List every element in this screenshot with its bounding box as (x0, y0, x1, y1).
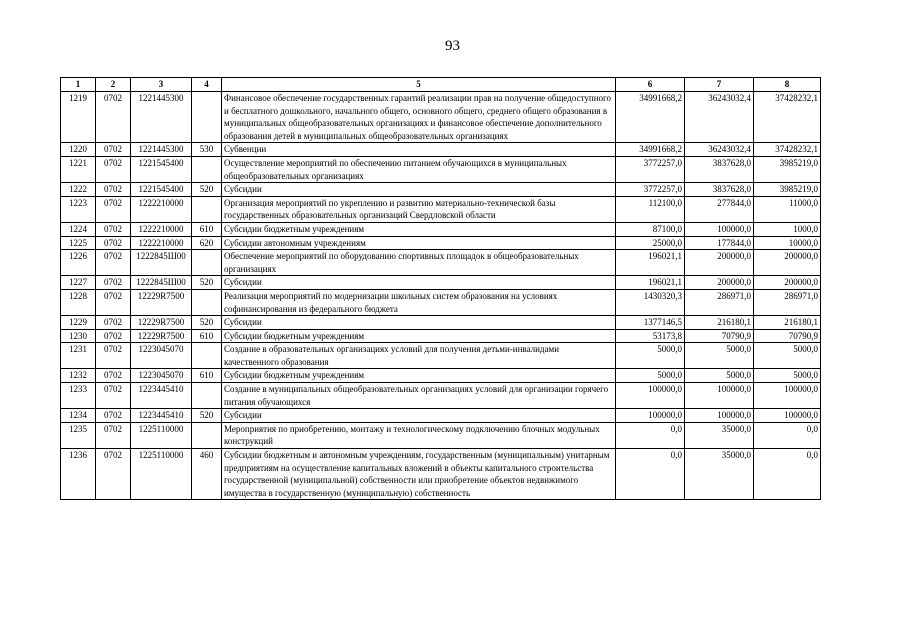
expense-type-cell: 520 (192, 316, 222, 330)
row-number-cell: 1223 (61, 196, 96, 222)
amount-col7-cell: 5000,0 (685, 369, 754, 383)
amount-col8-cell: 0,0 (754, 449, 821, 500)
table-row (61, 222, 821, 236)
description-cell: Субсидии (222, 276, 616, 290)
description-cell: Субсидии (222, 183, 616, 197)
expense-type-cell (192, 422, 222, 448)
table-row (61, 92, 821, 143)
amount-col8-cell: 5000,0 (754, 343, 821, 369)
target-article-cell: 1222210000 (131, 196, 192, 222)
amount-col7-cell: 216180,1 (685, 316, 754, 330)
amount-col7-cell: 70790,9 (685, 329, 754, 343)
row-number-cell: 1233 (61, 383, 96, 409)
amount-col8-cell: 286971,0 (754, 289, 821, 315)
table-row (61, 343, 821, 369)
section-code-cell: 0702 (96, 196, 131, 222)
amount-col6-cell: 100000,0 (616, 409, 685, 423)
amount-col7-cell: 35000,0 (685, 449, 754, 500)
target-article-cell: 1222845Ш00 (131, 276, 192, 290)
target-article-cell: 1222210000 (131, 236, 192, 250)
description-cell: Субсидии бюджетным учреждениям (222, 329, 616, 343)
section-code-cell: 0702 (96, 143, 131, 157)
section-code-cell: 0702 (96, 369, 131, 383)
description-cell: Обеспечение мероприятий по оборудованию спортивных площадок в общеобразовательных организациях (222, 250, 616, 276)
table-row (61, 449, 821, 500)
row-number-cell: 1229 (61, 316, 96, 330)
section-code-cell: 0702 (96, 156, 131, 182)
expense-type-cell (192, 289, 222, 315)
expense-type-cell: 520 (192, 183, 222, 197)
row-number-cell: 1227 (61, 276, 96, 290)
amount-col6-cell: 5000,0 (616, 369, 685, 383)
amount-col7-cell: 100000,0 (685, 383, 754, 409)
column-header: 4 (192, 78, 222, 92)
column-header: 6 (616, 78, 685, 92)
amount-col8-cell: 200000,0 (754, 250, 821, 276)
column-header: 3 (131, 78, 192, 92)
target-article-cell: 1225110000 (131, 449, 192, 500)
amount-col6-cell: 196021,1 (616, 276, 685, 290)
table-row (61, 289, 821, 315)
description-cell: Субсидии бюджетным и автономным учреждениям, государственным (муниципальным) унитарным предприятиям на осуществление капитальных вложений в объекты капитального строительства государственной (муниципальной) собственности или приобретение объектов недвижимого имущества в государственную (муниципальную) собственность (222, 449, 616, 500)
row-number-cell: 1231 (61, 343, 96, 369)
expense-type-cell (192, 343, 222, 369)
description-cell: Субсидии (222, 316, 616, 330)
target-article-cell: 1221545400 (131, 156, 192, 182)
expense-type-cell: 530 (192, 143, 222, 157)
amount-col8-cell: 5000,0 (754, 369, 821, 383)
amount-col8-cell: 3985219,0 (754, 183, 821, 197)
amount-col7-cell: 100000,0 (685, 409, 754, 423)
target-article-cell: 1225110000 (131, 422, 192, 448)
description-cell: Реализация мероприятий по модернизации школьных систем образования на условиях софинансирования из федерального бюджета (222, 289, 616, 315)
description-cell: Субсидии (222, 409, 616, 423)
column-header: 8 (754, 78, 821, 92)
expense-type-cell: 610 (192, 369, 222, 383)
target-article-cell: 1223045070 (131, 343, 192, 369)
amount-col6-cell: 34991668,2 (616, 143, 685, 157)
table-row (61, 409, 821, 423)
table-row (61, 143, 821, 157)
amount-col7-cell: 36243032,4 (685, 143, 754, 157)
amount-col6-cell: 53173,8 (616, 329, 685, 343)
column-header: 5 (222, 78, 616, 92)
target-article-cell: 1223445410 (131, 409, 192, 423)
expense-type-cell: 520 (192, 409, 222, 423)
row-number-cell: 1235 (61, 422, 96, 448)
amount-col8-cell: 100000,0 (754, 383, 821, 409)
description-cell: Субсидии бюджетным учреждениям (222, 369, 616, 383)
table-row (61, 316, 821, 330)
description-cell: Мероприятия по приобретению, монтажу и технологическому подключению блочных модульных конструкций (222, 422, 616, 448)
amount-col7-cell: 36243032,4 (685, 92, 754, 143)
table-row (61, 236, 821, 250)
amount-col6-cell: 0,0 (616, 449, 685, 500)
amount-col8-cell: 0,0 (754, 422, 821, 448)
amount-col7-cell: 177844,0 (685, 236, 754, 250)
amount-col7-cell: 35000,0 (685, 422, 754, 448)
table-header-row (61, 78, 821, 92)
table-row (61, 369, 821, 383)
amount-col7-cell: 200000,0 (685, 250, 754, 276)
section-code-cell: 0702 (96, 250, 131, 276)
amount-col7-cell: 3837628,0 (685, 183, 754, 197)
amount-col8-cell: 10000,0 (754, 236, 821, 250)
table-row (61, 250, 821, 276)
amount-col8-cell: 37428232,1 (754, 143, 821, 157)
row-number-cell: 1236 (61, 449, 96, 500)
budget-table (60, 77, 821, 500)
column-header: 1 (61, 78, 96, 92)
description-cell: Финансовое обеспечение государственных гарантий реализации прав на получение общедоступного и бесплатного дошкольного, начального общего, основного общего, среднего общего образования в муниципальных общеобразовательных организациях и финансовое обеспечение дополнительного образования детей в муниципальных общеобразовательных организациях (222, 92, 616, 143)
expense-type-cell: 460 (192, 449, 222, 500)
target-article-cell: 1221545400 (131, 183, 192, 197)
row-number-cell: 1226 (61, 250, 96, 276)
expense-type-cell (192, 250, 222, 276)
row-number-cell: 1220 (61, 143, 96, 157)
amount-col6-cell: 1430320,3 (616, 289, 685, 315)
table-row (61, 276, 821, 290)
section-code-cell: 0702 (96, 236, 131, 250)
amount-col7-cell: 200000,0 (685, 276, 754, 290)
target-article-cell: 1223045070 (131, 369, 192, 383)
amount-col8-cell: 216180,1 (754, 316, 821, 330)
section-code-cell: 0702 (96, 409, 131, 423)
expense-type-cell (192, 156, 222, 182)
section-code-cell: 0702 (96, 449, 131, 500)
section-code-cell: 0702 (96, 183, 131, 197)
amount-col8-cell: 37428232,1 (754, 92, 821, 143)
column-header: 2 (96, 78, 131, 92)
expense-type-cell: 610 (192, 222, 222, 236)
amount-col6-cell: 5000,0 (616, 343, 685, 369)
table-row (61, 329, 821, 343)
amount-col7-cell: 100000,0 (685, 222, 754, 236)
amount-col8-cell: 200000,0 (754, 276, 821, 290)
row-number-cell: 1221 (61, 156, 96, 182)
row-number-cell: 1232 (61, 369, 96, 383)
amount-col7-cell: 277844,0 (685, 196, 754, 222)
section-code-cell: 0702 (96, 289, 131, 315)
page-number: 93 (445, 38, 460, 54)
section-code-cell: 0702 (96, 92, 131, 143)
section-code-cell: 0702 (96, 222, 131, 236)
target-article-cell: 12229R7500 (131, 329, 192, 343)
description-cell: Создание в образовательных организациях условий для получения детьми-инвалидами качественного образования (222, 343, 616, 369)
row-number-cell: 1224 (61, 222, 96, 236)
amount-col6-cell: 0,0 (616, 422, 685, 448)
row-number-cell: 1228 (61, 289, 96, 315)
amount-col6-cell: 3772257,0 (616, 156, 685, 182)
description-cell: Создание в муниципальных общеобразовательных организациях условий для организации горячего питания обучающихся (222, 383, 616, 409)
target-article-cell: 1222845Ш00 (131, 250, 192, 276)
amount-col6-cell: 25000,0 (616, 236, 685, 250)
column-header: 7 (685, 78, 754, 92)
description-cell: Осуществление мероприятий по обеспечению питанием обучающихся в муниципальных общеобразовательных организациях (222, 156, 616, 182)
section-code-cell: 0702 (96, 316, 131, 330)
row-number-cell: 1225 (61, 236, 96, 250)
table-row (61, 422, 821, 448)
table-row (61, 183, 821, 197)
amount-col7-cell: 286971,0 (685, 289, 754, 315)
target-article-cell: 12229R7500 (131, 289, 192, 315)
row-number-cell: 1234 (61, 409, 96, 423)
amount-col6-cell: 112100,0 (616, 196, 685, 222)
section-code-cell: 0702 (96, 422, 131, 448)
section-code-cell: 0702 (96, 383, 131, 409)
description-cell: Субсидии автономным учреждениям (222, 236, 616, 250)
amount-col6-cell: 87100,0 (616, 222, 685, 236)
target-article-cell: 1221445300 (131, 143, 192, 157)
expense-type-cell: 620 (192, 236, 222, 250)
expense-type-cell (192, 196, 222, 222)
amount-col7-cell: 5000,0 (685, 343, 754, 369)
section-code-cell: 0702 (96, 343, 131, 369)
row-number-cell: 1219 (61, 92, 96, 143)
expense-type-cell: 610 (192, 329, 222, 343)
amount-col6-cell: 100000,0 (616, 383, 685, 409)
row-number-cell: 1222 (61, 183, 96, 197)
description-cell: Субсидии бюджетным учреждениям (222, 222, 616, 236)
table-body (61, 92, 821, 500)
description-cell: Субвенции (222, 143, 616, 157)
amount-col6-cell: 1377146,5 (616, 316, 685, 330)
table-row (61, 156, 821, 182)
target-article-cell: 12229R7500 (131, 316, 192, 330)
target-article-cell: 1223445410 (131, 383, 192, 409)
amount-col8-cell: 100000,0 (754, 409, 821, 423)
expense-type-cell (192, 92, 222, 143)
expense-type-cell: 520 (192, 276, 222, 290)
description-cell: Организация мероприятий по укреплению и развитию материально-технической базы государственных образовательных организаций Свердловской области (222, 196, 616, 222)
amount-col7-cell: 3837628,0 (685, 156, 754, 182)
amount-col6-cell: 34991668,2 (616, 92, 685, 143)
amount-col8-cell: 11000,0 (754, 196, 821, 222)
table-row (61, 383, 821, 409)
amount-col6-cell: 196021,1 (616, 250, 685, 276)
target-article-cell: 1222210000 (131, 222, 192, 236)
amount-col8-cell: 70790,9 (754, 329, 821, 343)
expense-type-cell (192, 383, 222, 409)
amount-col6-cell: 3772257,0 (616, 183, 685, 197)
target-article-cell: 1221445300 (131, 92, 192, 143)
amount-col8-cell: 1000,0 (754, 222, 821, 236)
section-code-cell: 0702 (96, 276, 131, 290)
row-number-cell: 1230 (61, 329, 96, 343)
amount-col8-cell: 3985219,0 (754, 156, 821, 182)
table-row (61, 196, 821, 222)
section-code-cell: 0702 (96, 329, 131, 343)
